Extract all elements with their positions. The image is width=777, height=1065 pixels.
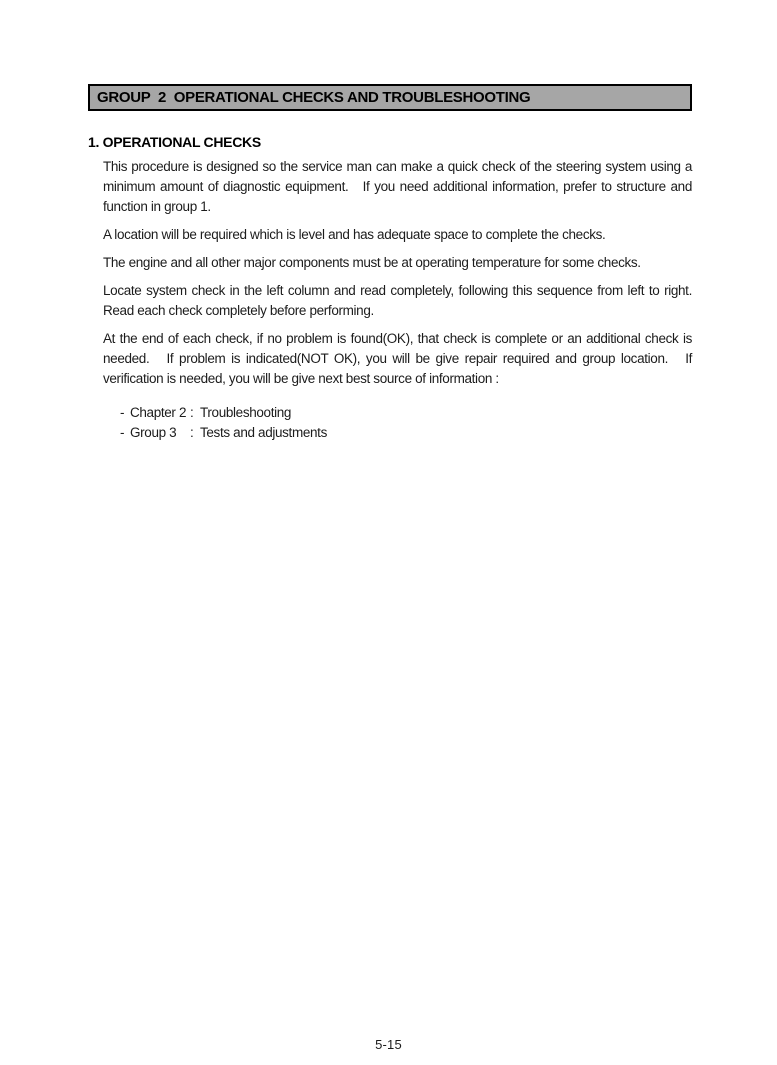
group-header-bar	[88, 84, 692, 111]
paragraph-intro: This procedure is designed so the service man can make a quick check of the steering system using a minimum amount of diagnostic equipment. If you need additional information, prefer to structure and function in group 1.	[103, 159, 696, 214]
reference-list	[103, 403, 692, 443]
paragraph-engine: The engine and all other major components must be at operating temperature for some checks.	[103, 255, 641, 270]
list-item-separator: :	[190, 405, 194, 420]
paragraph-location: A location will be required which is level and has adequate space to complete the checks.	[103, 227, 606, 242]
list-dash: -	[120, 425, 125, 440]
section-heading: 1. OPERATIONAL CHECKS	[88, 134, 261, 150]
list-item-label: Chapter 2	[130, 405, 187, 420]
list-item	[120, 403, 692, 423]
section-body	[88, 157, 696, 443]
page-number: 5-15	[375, 1037, 402, 1052]
list-item-text: Tests and adjustments	[200, 425, 327, 440]
paragraph-locate-check: Locate system check in the left column and read completely, following this sequence from left to right. Read each check completely before performing.	[103, 283, 696, 318]
page-content	[88, 84, 696, 443]
list-item-separator: :	[190, 425, 194, 440]
group-header-title: GROUP 2 OPERATIONAL CHECKS AND TROUBLESHOOTING	[97, 89, 531, 106]
list-item-text: Troubleshooting	[200, 405, 292, 420]
paragraph-check-result: At the end of each check, if no problem is found(OK), that check is complete or an additional check is needed. If problem is indicated(NOT OK), you will be give repair required and group location. If verification is needed, you will be give next best source of information :	[103, 331, 696, 386]
list-dash: -	[120, 405, 125, 420]
list-item	[120, 423, 692, 443]
list-item-label: Group 3	[130, 425, 177, 440]
